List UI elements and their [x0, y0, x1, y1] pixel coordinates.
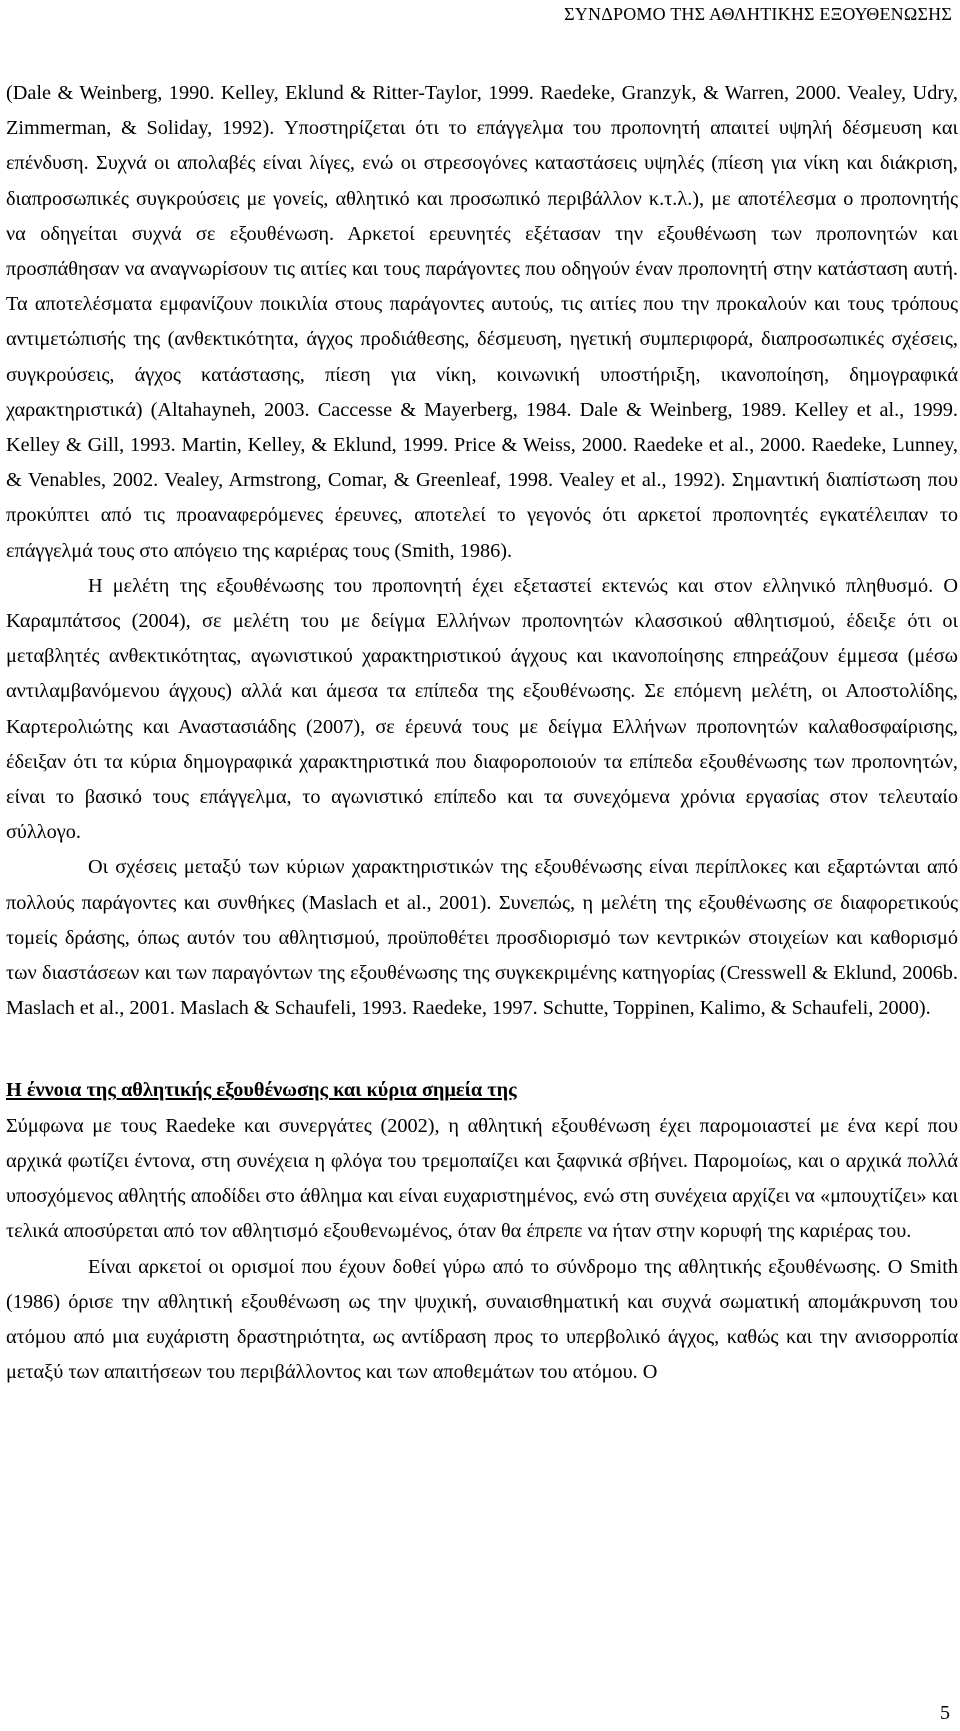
paragraph-coach-burnout-causes: (Dale & Weinberg, 1990. Kelley, Eklund & Ritter-Taylor, 1999. Raedeke, Granzyk, & Warren, 2000. Vealey, Udry, Zimmerman, & Soliday, 1992). Υποστηρίζεται ότι το επάγγελμα του προπονητή απαιτεί υψηλή δέσμευση και επένδυση. Συχνά οι απολαβές είναι λίγες, ενώ οι στρεσογόνες καταστάσεις υψηλές (πίεση για νίκη και διάκριση, διαπροσωπικές συγκρούσεις με γονείς, αθλητικό και προσωπικό περιβάλλον κ.τ.λ.), με αποτέλεσμα ο προπονητής να οδηγείται συχνά σε εξουθένωση. Αρκετοί ερευνητές εξέτασαν την εξουθένωση των προπονητών και προσπάθησαν να αναγνωρίσουν τις αιτίες και τους παράγοντες που οδηγούν έναν προπονητή στην κατάσταση αυτή. Τα αποτελέσματα εμφανίζουν ποικιλία στους παράγοντες αυτούς, τις αιτίες που την προκαλούν και τους τρόπους αντιμετώπισής της (ανθεκτικότητα, άγχος προδιάθεσης, δέσμευση, ηγετική συμπεριφορά, διαπροσωπικές σχέσεις, συγκρούσεις, άγχος κατάστασης, πίεση για νίκη, κοινωνική υποστήριξη, ικανοποίηση, δημογραφικά χαρακτηριστικά) (Altahayneh, 2003. Caccesse & Mayerberg, 1984. Dale & Weinberg, 1989. Kelley et al., 1999. Kelley & Gill, 1993. Martin, Kelley, & Eklund, 1999. Price & Weiss, 2000. Raedeke et al., 2000. Raedeke, Lunney, & Venables, 2002. Vealey, Armstrong, Comar, & Greenleaf, 1998. Vealey et al., 1992). Σημαντική διαπίστωση που προκύπτει από τις προαναφερόμενες έρευνες, αποτελεί το γεγονός ότι αρκετοί προπονητές εγκατέλειπαν το επάγγελμά τους στο απόγειο της καριέρας τους (Smith, 1986). — [6, 82, 958, 562]
paragraph-burnout-definitions: Είναι αρκετοί οι ορισμοί που έχουν δοθεί γύρω από το σύνδρομο της αθλητικής εξουθένωσης. Ο Smith (1986) όρισε την αθλητική εξουθένωση ως την ψυχική, συναισθηματική και συχνά σωματική απομάκρυνση του ατόμου από μια ευχάριστη δραστηριότητα, ως αντίδραση προς το υπερβολικό άγχος, καθώς και την ανισορροπία μεταξύ των απαιτήσεων του περιβάλλοντος και των αποθεμάτων του ατόμου. Ο — [6, 1255, 958, 1384]
document-body — [6, 76, 958, 1390]
paragraph-greek-population-studies: Η μελέτη της εξουθένωσης του προπονητή έχει εξεταστεί εκτενώς και στον ελληνικό πληθυσμό. Ο Καραμπάτσος (2004), σε μελέτη του με δείγμα Ελλήνων προπονητών κλασσικού αθλητισμού, έδειξε ότι οι μεταβλητές ανθεκτικότητας, αγωνιστικού χαρακτηριστικού άγχους και ικανοποίησης επηρεάζουν έμμεσα (μέσω αντιλαμβανόμενου άγχους) αλλά και άμεσα τα επίπεδα της εξουθένωσης. Σε επόμενη μελέτη, οι Αποστολίδης, Καρτερολιώτης και Αναστασιάδης (2007), σε έρευνά τους με δείγμα Ελλήνων προπονητών καλαθοσφαίρισης, έδειξαν ότι τα κύρια δημογραφικά χαρακτηριστικά που διαφοροποιούν τα επίπεδα εξουθένωσης των προπονητών, είναι το βασικό τους επάγγελμα, το αγωνιστικό επίπεδο και τα συνεχόμενα χρόνια εργασίας στον τελευταίο σύλλογο. — [6, 574, 958, 844]
paragraph-burnout-relationships: Οι σχέσεις μεταξύ των κύριων χαρακτηριστικών της εξουθένωσης είναι περίπλοκες και εξαρτώνται από πολλούς παράγοντες και συνθήκες (Maslach et al., 2001). Συνεπώς, η μελέτη της εξουθένωσης σε διαφορετικούς τομείς δράσης, όπως αυτόν του αθλητισμού, προϋποθέτει προσδιορισμό των κεντρικών στοιχείων και καθορισμό των διαστάσεων και των παραγόντων της εξουθένωσης της συγκεκριμένης κατηγορίας (Cresswell & Eklund, 2006b. Maslach et al., 2001. Maslach & Schaufeli, 1993. Raedeke, 1997. Schutte, Toppinen, Kalimo, & Schaufeli, 2000). — [6, 856, 958, 1020]
running-header: ΣΥΝΔΡΟΜΟ ΤΗΣ ΑΘΛΗΤΙΚΗΣ ΕΞΟΥΘΕΝΩΣΗΣ — [564, 4, 952, 24]
page-number: 5 — [940, 1702, 950, 1724]
paragraph-candle-metaphor: Σύμφωνα με τους Raedeke και συνεργάτες (2002), η αθλητική εξουθένωση έχει παρομοιαστεί με ένα κερί που αρχικά φωτίζει έντονα, στη συνέχεια η φλόγα του τρεμοπαίζει και ξαφνικά σβήνει. Παρομοίως, και ο αρχικά πολλά υποσχόμενος αθλητής αποδίδει στο άθλημα και είναι ευχαριστημένος, ενώ στη συνέχεια αρχίζει να «μπουχτίζει» και τελικά αποσύρεται από τον αθλητισμό εξουθενωμένος, όταν θα έπρεπε να ήταν στην κορυφή της καριέρας του. — [6, 1114, 958, 1243]
section-heading: Η έννοια της αθλητικής εξουθένωσης και κύρια σημεία της — [6, 1079, 517, 1102]
